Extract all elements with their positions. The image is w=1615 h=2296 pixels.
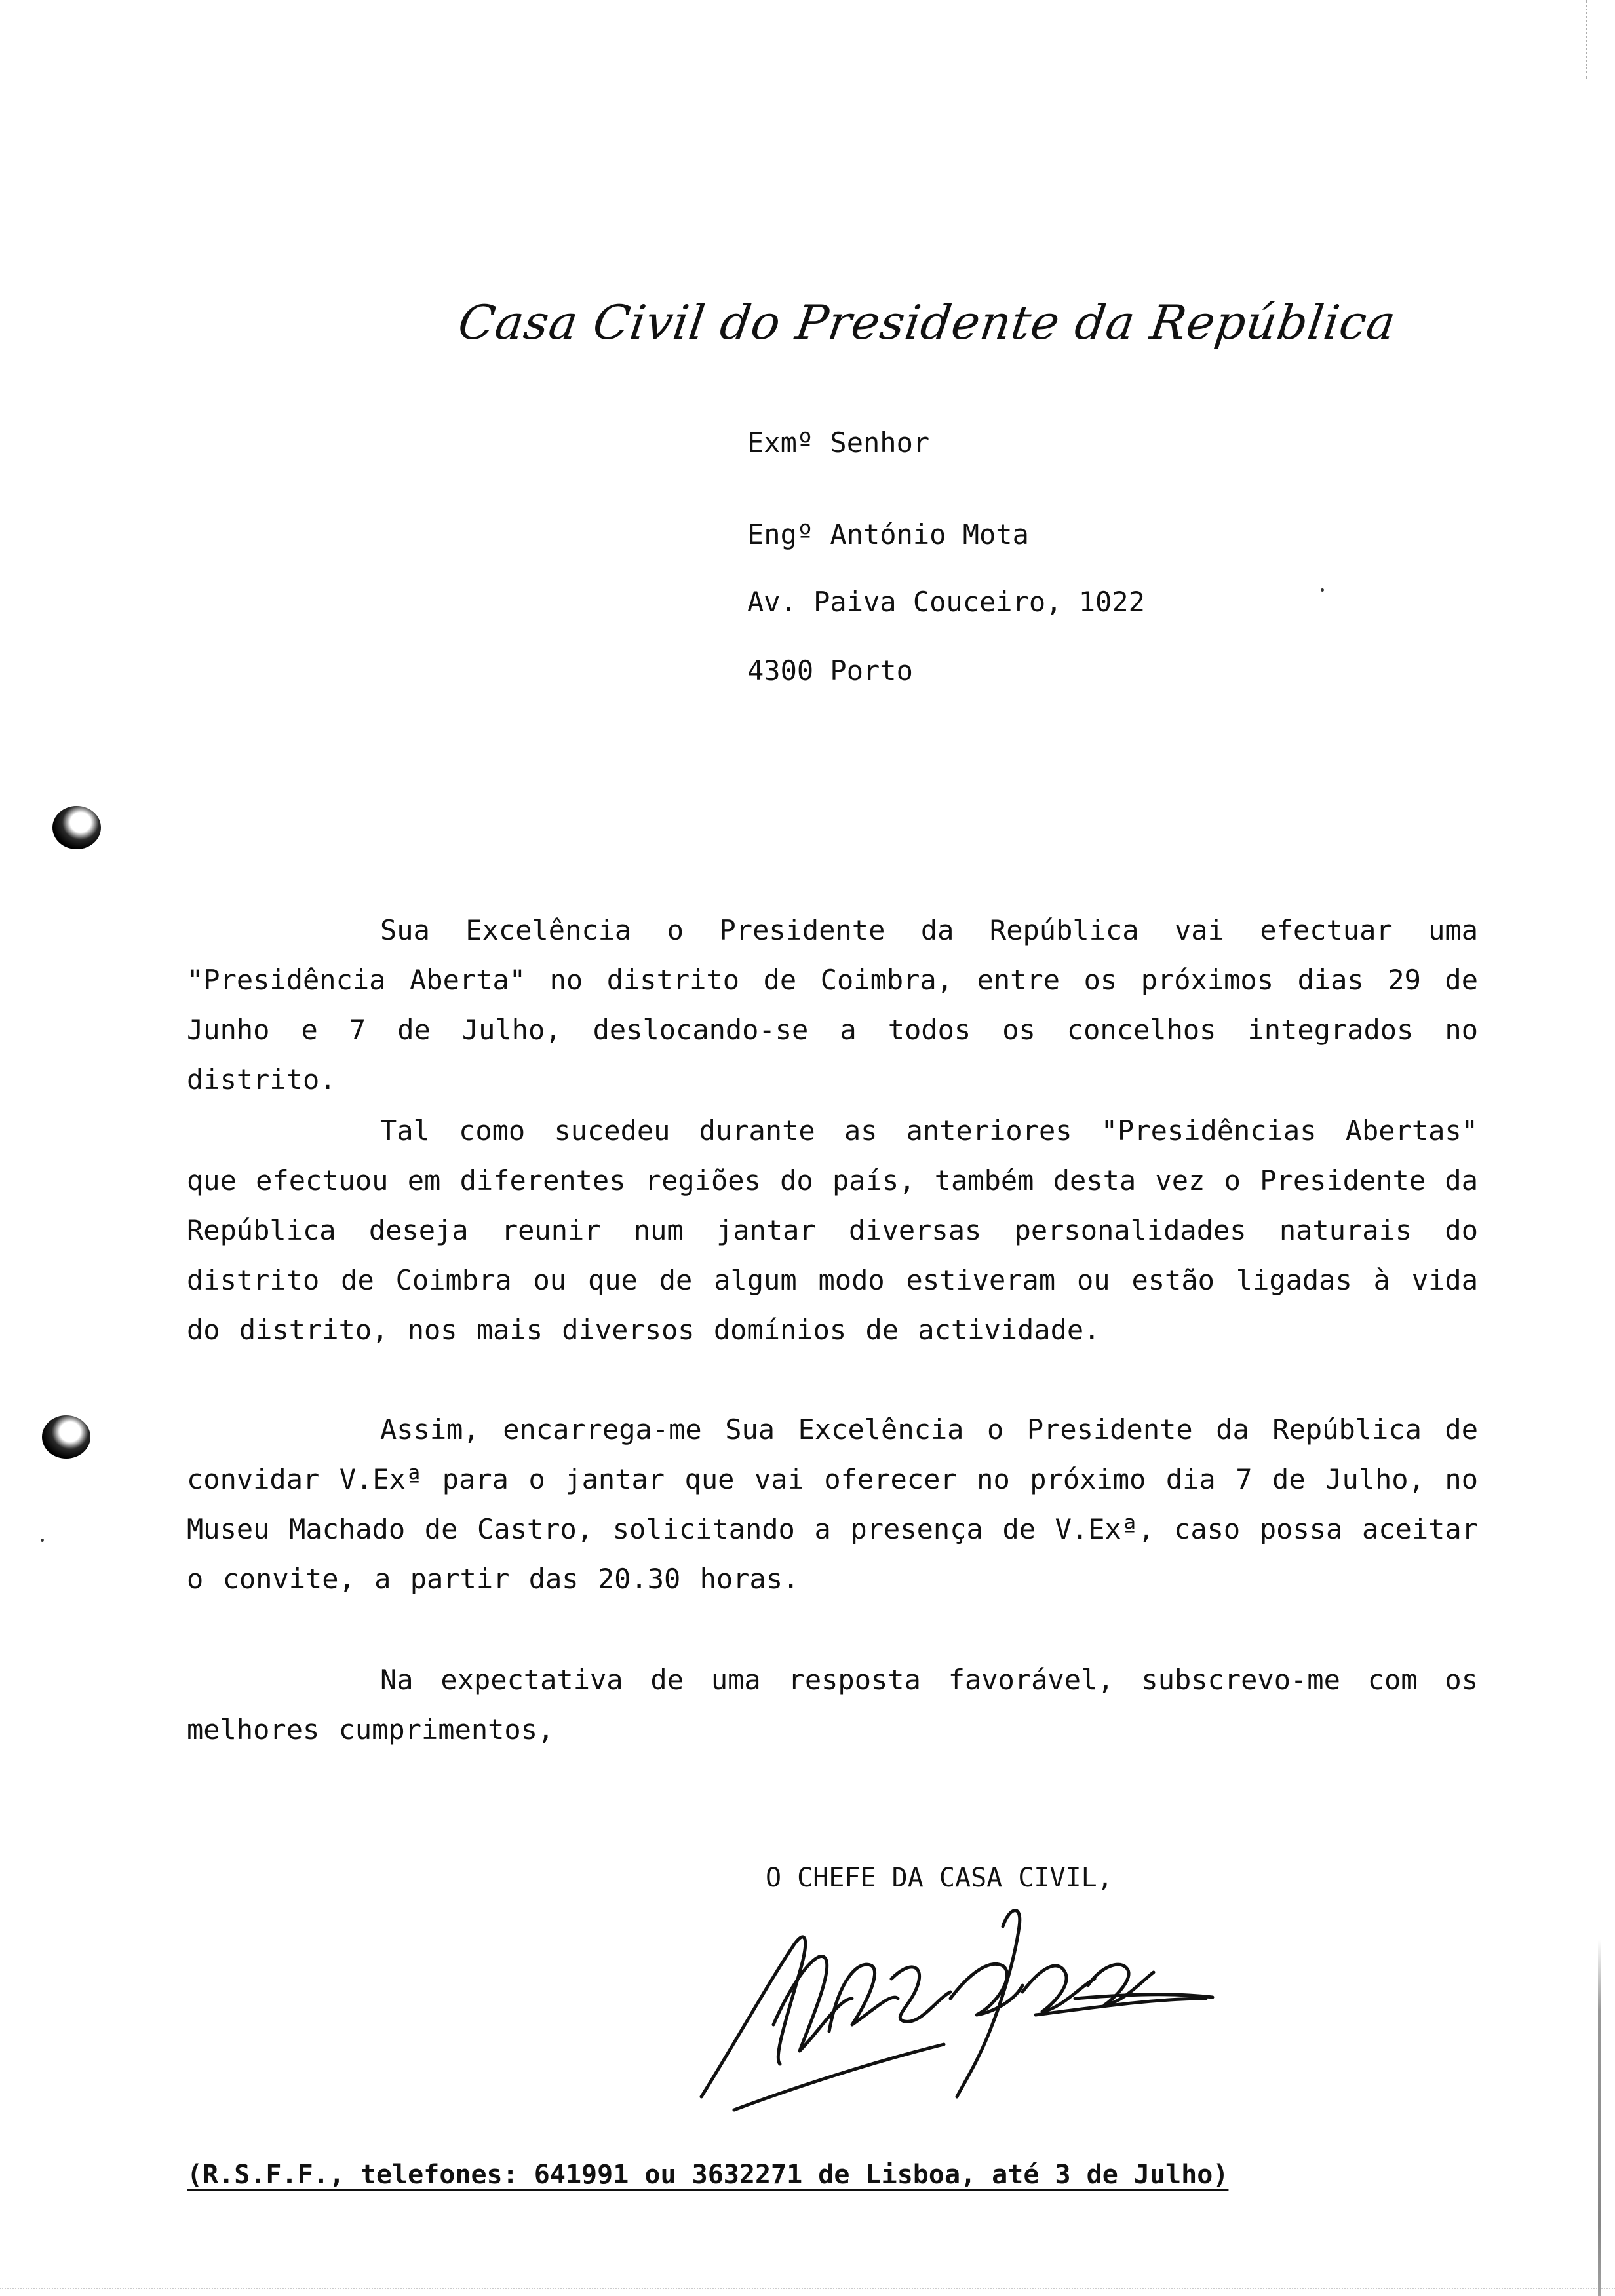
footer-rsvp-note: (R.S.F.F., telefones: 641991 ou 3632271 de Lisboa, até 3 de Julho) — [187, 2160, 1229, 2190]
body-paragraph-3: Assim, encarrega-me Sua Excelência o Presidente da República de convidar V.Exª para o jantar que vai oferecer no próximo dia 7 de Julho, no Museu Machado de Castro, solicitando a presença de V.Exª, caso possa aceitar o convite, a partir das 20.30 horas. — [187, 1413, 1478, 1595]
recipient-city: 4300 Porto — [747, 655, 913, 687]
body-paragraph-2: Tal como sucedeu durante as anteriores "Presidências Abertas" que efectuou em diferentes regiões do país, também desta vez o Presidente da República deseja reunir num jantar diversas personalidades naturais do distrito de Coimbra ou que de algum modo estiveram ou estão ligadas à vida do distrito, nos mais diversos domínios de actividade. — [187, 1115, 1478, 1346]
signature-icon — [695, 1900, 1219, 2116]
scan-edge-right — [1598, 1940, 1601, 2296]
scan-speck — [1321, 588, 1324, 592]
recipient-street: Av. Paiva Couceiro, 1022 — [747, 586, 1145, 618]
scan-speck — [41, 1539, 44, 1542]
closing-title: O CHEFE DA CASA CIVIL, — [766, 1863, 1113, 1893]
body-paragraph-4: Na expectativa de uma resposta favorável, subscrevo-me com os melhores cumprimentos, — [187, 1664, 1478, 1746]
scan-edge-bottom — [0, 2288, 1615, 2296]
punch-hole-icon — [42, 1415, 90, 1459]
recipient-salutation: Exmº Senhor — [747, 427, 930, 459]
scan-edge-top — [1586, 0, 1590, 79]
recipient-name: Engº António Mota — [747, 518, 1029, 550]
letterhead-title: Casa Civil do Presidente da República — [455, 295, 1400, 350]
punch-hole-icon — [52, 806, 101, 849]
body-paragraph-1: Sua Excelência o Presidente da República vai efectuar uma "Presidência Aberta" no distrito de Coimbra, entre os próximos dias 29 de Junho e 7 de Julho, deslocando-se a todos os concelhos integrados no distrito. — [187, 914, 1478, 1096]
